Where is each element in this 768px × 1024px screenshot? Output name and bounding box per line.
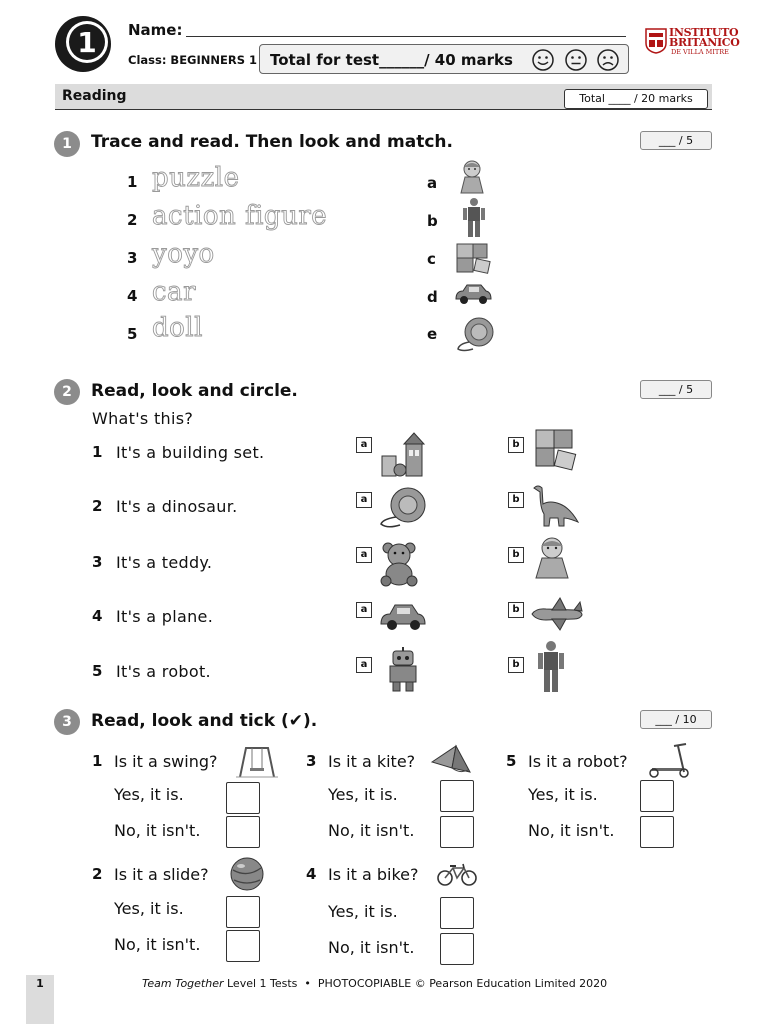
trace-word[interactable]: action figure — [152, 201, 328, 231]
question-text: Is it a kite? — [328, 752, 416, 771]
item-number: 5 — [92, 662, 103, 680]
yes-answer-label: Yes, it is. — [328, 785, 398, 804]
word-number: 5 — [127, 325, 138, 343]
question-number: 1 — [92, 752, 103, 770]
option-b-label: b — [508, 602, 524, 618]
name-field[interactable] — [186, 36, 626, 37]
tick-box-no[interactable] — [226, 930, 260, 962]
match-letter: a — [427, 174, 438, 192]
plane-icon[interactable] — [530, 596, 584, 632]
match-letter: e — [427, 325, 438, 343]
question-number: 3 — [306, 752, 317, 770]
logo-line-1: INSTITUTO — [669, 26, 739, 39]
item-number: 2 — [92, 497, 103, 515]
item-sentence: It's a plane. — [116, 607, 214, 626]
option-a-label: a — [356, 657, 372, 673]
question-text: Is it a slide? — [114, 865, 209, 884]
total-for-test-text: Total for test______/ 40 marks — [270, 51, 513, 69]
unit-badge — [54, 15, 112, 73]
puzzle-icon[interactable] — [530, 426, 580, 474]
no-answer-label: No, it isn't. — [328, 938, 415, 957]
tick-box-yes[interactable] — [226, 782, 260, 814]
section-3-score: ___ / 10 — [640, 710, 712, 729]
logo-line-2: BRITANICO — [669, 36, 740, 49]
ball-icon — [228, 856, 266, 892]
tick-box-yes[interactable] — [440, 897, 474, 929]
tick-box-no[interactable] — [226, 816, 260, 848]
class-label: Class: BEGINNERS 1 — [128, 53, 258, 67]
no-answer-label: No, it isn't. — [328, 821, 415, 840]
neutral-face-icon[interactable] — [565, 49, 587, 71]
section-3-title: Read, look and tick (✔). — [91, 711, 318, 731]
yes-answer-label: Yes, it is. — [328, 902, 398, 921]
tick-box-no[interactable] — [640, 816, 674, 848]
item-number: 1 — [92, 443, 103, 461]
section-1-score: ___ / 5 — [640, 131, 712, 150]
section-2-prompt: What's this? — [92, 409, 194, 428]
option-b-label: b — [508, 492, 524, 508]
car-icon[interactable] — [453, 281, 493, 307]
option-b-label: b — [508, 657, 524, 673]
yes-answer-label: Yes, it is. — [114, 785, 184, 804]
trace-word[interactable]: yoyo — [152, 239, 215, 269]
trace-word[interactable]: car — [152, 277, 196, 307]
reading-total-box: Total ____ / 20 marks — [564, 89, 708, 109]
trace-word[interactable]: doll — [152, 313, 203, 343]
dinosaur-icon[interactable] — [530, 482, 580, 528]
option-a-label: a — [356, 492, 372, 508]
item-sentence: It's a dinosaur. — [116, 497, 238, 516]
item-number: 3 — [92, 553, 103, 571]
item-sentence: It's a robot. — [116, 662, 211, 681]
option-b-label: b — [508, 547, 524, 563]
scooter-icon — [646, 742, 690, 778]
happy-face-icon[interactable] — [532, 49, 554, 71]
logo-line-3: DE VILLA MITRE — [671, 48, 729, 56]
doll-icon[interactable] — [532, 536, 572, 582]
robot-icon[interactable] — [384, 646, 422, 692]
tick-box-no[interactable] — [440, 816, 474, 848]
item-number: 4 — [92, 607, 103, 625]
section-1-title: Trace and read. Then look and match. — [91, 132, 453, 152]
word-number: 2 — [127, 211, 138, 229]
crest-icon — [645, 28, 667, 54]
yoyo-icon[interactable] — [378, 487, 428, 531]
question-number: 2 — [92, 865, 103, 883]
word-number: 4 — [127, 287, 138, 305]
question-text: Is it a robot? — [528, 752, 628, 771]
teddy-bear-icon[interactable] — [378, 541, 422, 587]
action-figure-icon[interactable] — [536, 640, 566, 694]
car-icon[interactable] — [378, 600, 428, 634]
question-text: Is it a swing? — [114, 752, 218, 771]
section-2-score: ___ / 5 — [640, 380, 712, 399]
question-number: 4 — [306, 865, 317, 883]
school-logo — [645, 26, 740, 58]
word-number: 3 — [127, 249, 138, 267]
series-title: Team Together — [142, 977, 224, 990]
question-number: 5 — [506, 752, 517, 770]
section-2-number: 2 — [54, 379, 80, 405]
page-number-tab — [26, 975, 54, 1024]
option-b-label: b — [508, 437, 524, 453]
section-3-number: 3 — [54, 709, 80, 735]
no-answer-label: No, it isn't. — [528, 821, 615, 840]
kite-icon — [430, 744, 474, 776]
option-a-label: a — [356, 602, 372, 618]
doll-icon[interactable] — [456, 159, 488, 197]
no-answer-label: No, it isn't. — [114, 821, 201, 840]
bike-icon — [436, 862, 478, 888]
tick-box-yes[interactable] — [226, 896, 260, 928]
unit-number: 1 — [77, 26, 97, 59]
item-sentence: It's a building set. — [116, 443, 265, 462]
section-1-number: 1 — [54, 131, 80, 157]
name-label: Name: — [128, 21, 183, 39]
match-letter: b — [427, 212, 438, 230]
swing-icon — [236, 746, 278, 778]
section-2-title: Read, look and circle. — [91, 381, 298, 401]
trace-word[interactable]: puzzle — [152, 163, 240, 193]
match-letter: d — [427, 288, 438, 306]
footer-copyright: Level 1 Tests • PHOTOCOPIABLE © Pearson Education Limited 2020 — [223, 977, 608, 990]
tick-box-yes[interactable] — [640, 780, 674, 812]
yoyo-icon[interactable] — [455, 316, 495, 354]
reading-label: Reading — [62, 88, 127, 104]
footer-credit — [142, 977, 607, 990]
word-number: 1 — [127, 173, 138, 191]
item-sentence: It's a teddy. — [116, 553, 213, 572]
option-a-label: a — [356, 547, 372, 563]
action-figure-icon[interactable] — [462, 197, 486, 239]
sad-face-icon[interactable] — [597, 49, 619, 71]
option-a-label: a — [356, 437, 372, 453]
tick-box-no[interactable] — [440, 933, 474, 965]
tick-box-yes[interactable] — [440, 780, 474, 812]
puzzle-icon[interactable] — [455, 240, 491, 274]
yes-answer-label: Yes, it is. — [114, 899, 184, 918]
yes-answer-label: Yes, it is. — [528, 785, 598, 804]
no-answer-label: No, it isn't. — [114, 935, 201, 954]
building-blocks-icon[interactable] — [378, 430, 428, 478]
match-letter: c — [427, 250, 436, 268]
question-text: Is it a bike? — [328, 865, 419, 884]
page-number: 1 — [36, 977, 44, 990]
